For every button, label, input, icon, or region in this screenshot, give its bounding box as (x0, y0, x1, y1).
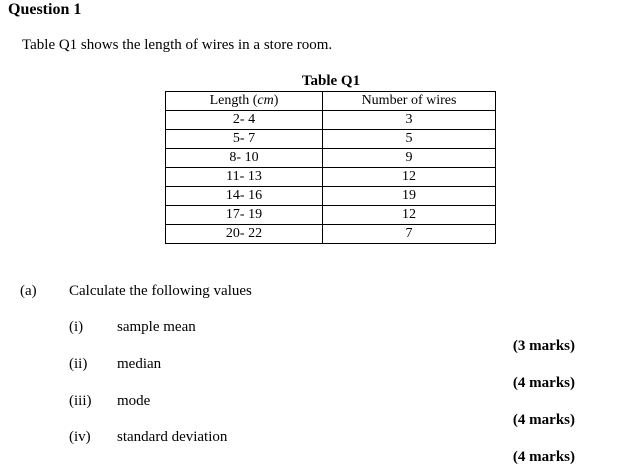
length-header-prefix: Length ( (209, 93, 258, 108)
table-row (166, 111, 496, 130)
intro-text: Table Q1 shows the length of wires in a store room. (22, 37, 333, 53)
table-row (166, 149, 496, 168)
table-caption: Table Q1 (301, 73, 361, 89)
count-cell: 5 (323, 130, 496, 149)
subpart-text: sample mean (117, 319, 196, 335)
length-cell: 17- 19 (166, 206, 323, 225)
length-header-suffix: ) (273, 93, 279, 108)
table-row (166, 206, 496, 225)
length-header-unit: cm (257, 93, 274, 108)
length-cell: 20- 22 (166, 225, 323, 244)
count-column-header: Number of wires (323, 92, 496, 111)
marks-label: (4 marks) (512, 412, 575, 428)
table-row (166, 130, 496, 149)
part-a-instruction: Calculate the following values (69, 283, 252, 299)
count-cell: 19 (323, 187, 496, 206)
question-heading: Question 1 (8, 1, 82, 18)
length-column-header (166, 92, 323, 111)
part-a-label: (a) (20, 283, 37, 299)
marks-label: (3 marks) (512, 338, 575, 354)
wire-length-table (165, 91, 496, 244)
table-row (166, 225, 496, 244)
count-cell: 7 (323, 225, 496, 244)
subpart-text: mode (117, 393, 151, 409)
table-row (166, 187, 496, 206)
subpart-text: median (117, 356, 162, 372)
subpart-number: (iv) (69, 429, 91, 445)
length-cell: 14- 16 (166, 187, 323, 206)
count-cell: 3 (323, 111, 496, 130)
length-cell: 2- 4 (166, 111, 323, 130)
marks-label: (4 marks) (512, 449, 575, 465)
length-cell: 8- 10 (166, 149, 323, 168)
subpart-number: (ii) (69, 356, 88, 372)
subpart-number: (iii) (69, 393, 92, 409)
length-cell: 5- 7 (166, 130, 323, 149)
count-cell: 9 (323, 149, 496, 168)
table-header-row (166, 92, 496, 111)
subpart-text: standard deviation (117, 429, 228, 445)
count-cell: 12 (323, 168, 496, 187)
length-cell: 11- 13 (166, 168, 323, 187)
count-cell: 12 (323, 206, 496, 225)
subpart-number: (i) (69, 319, 84, 335)
table-row (166, 168, 496, 187)
marks-label: (4 marks) (512, 375, 575, 391)
